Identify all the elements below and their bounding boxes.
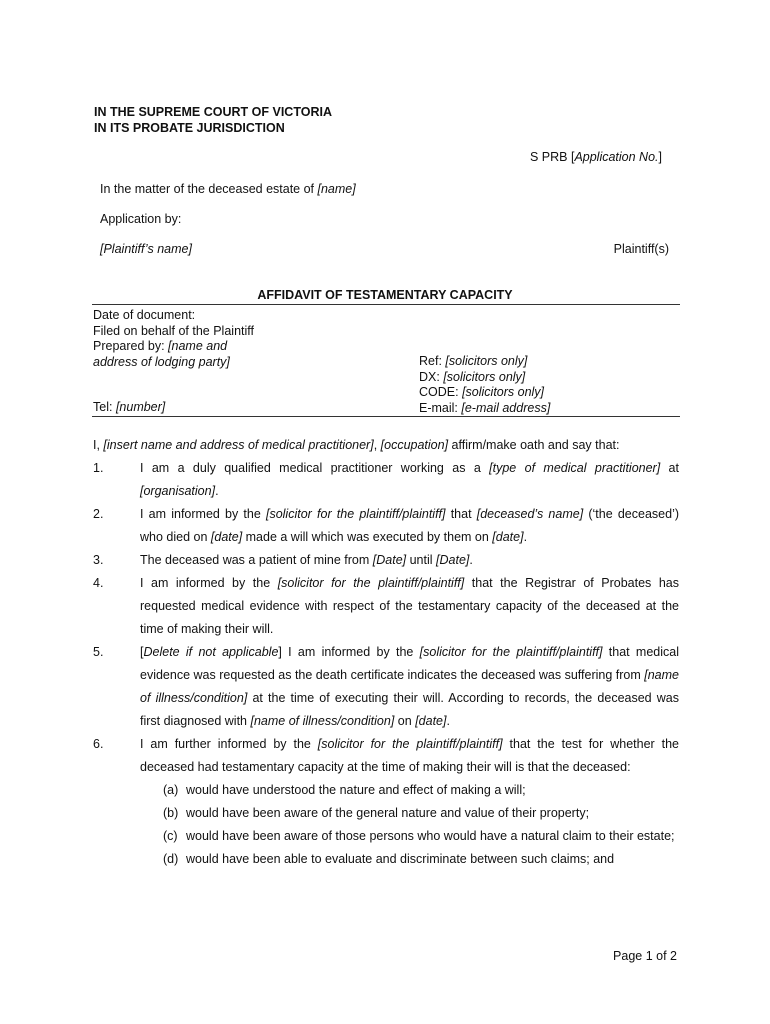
filed-on-behalf: Filed on behalf of the Plaintiff bbox=[93, 323, 254, 338]
paragraph-text bbox=[140, 457, 679, 503]
application-placeholder: Application No. bbox=[574, 150, 659, 164]
plaintiff-name-placeholder: [Plaintiff’s name] bbox=[100, 242, 192, 256]
code-label: CODE: bbox=[419, 385, 463, 399]
paragraph-1 bbox=[93, 457, 679, 503]
paragraph-segment: at bbox=[660, 461, 679, 475]
paragraph-number: 5. bbox=[93, 645, 104, 659]
numbered-paragraphs bbox=[93, 457, 679, 779]
placeholder-text: Delete if not applicable bbox=[143, 645, 279, 659]
prepared-by bbox=[93, 339, 254, 355]
prepared-value-2: address of lodging party] bbox=[93, 354, 230, 369]
tel-value: [number] bbox=[115, 400, 166, 414]
paragraph-segment: . bbox=[215, 484, 219, 498]
divider-bottom bbox=[92, 416, 680, 417]
prepared-value-1: [name and bbox=[168, 339, 228, 353]
intro-placeholder-occupation: [occupation] bbox=[380, 438, 449, 452]
application-suffix: ] bbox=[658, 150, 662, 164]
placeholder-text: [name of illness/condition] bbox=[140, 668, 679, 705]
intro-placeholder-practitioner: [insert name and address of medical practitioner] bbox=[103, 438, 374, 452]
plaintiff-label: Plaintiff(s) bbox=[613, 242, 669, 256]
placeholder-text: [Date] bbox=[372, 553, 407, 567]
court-line-1: IN THE SUPREME COURT OF VICTORIA bbox=[94, 105, 332, 119]
affidavit-body bbox=[93, 434, 679, 871]
paragraph-segment: (‘the deceased’) who died on bbox=[140, 507, 680, 544]
prepared-label: Prepared by: bbox=[93, 339, 169, 353]
paragraph-segment: I am informed by the bbox=[140, 507, 266, 521]
item-label: (c) bbox=[163, 829, 178, 843]
intro-text-2: , bbox=[373, 438, 381, 452]
item-text: would have understood the nature and effect of making a will; bbox=[186, 783, 526, 797]
code-value: [solicitors only] bbox=[462, 385, 545, 399]
divider-top bbox=[92, 304, 680, 305]
paragraph-2 bbox=[93, 503, 679, 549]
placeholder-text: [solicitor for the plaintiff/plaintiff] bbox=[277, 576, 465, 590]
item-text: would have been aware of the general nature and value of their property; bbox=[186, 806, 590, 820]
court-line-2: IN ITS PROBATE JURISDICTION bbox=[94, 121, 285, 135]
placeholder-text: [organisation] bbox=[140, 484, 216, 498]
paragraph-3 bbox=[93, 549, 679, 572]
paragraph-text bbox=[140, 641, 679, 733]
application-number bbox=[530, 150, 662, 164]
ref-label: Ref: bbox=[419, 354, 446, 368]
paragraph-text bbox=[140, 733, 679, 779]
matter-name-placeholder: [name] bbox=[317, 182, 356, 196]
paragraph-number: 2. bbox=[93, 507, 104, 521]
application-prefix: S PRB [ bbox=[529, 150, 575, 164]
item-label: (a) bbox=[163, 783, 179, 797]
paragraph-segment: . bbox=[523, 530, 528, 544]
paragraph-text bbox=[140, 549, 679, 572]
paragraph-text bbox=[140, 572, 679, 641]
document-meta-left bbox=[93, 308, 254, 370]
paragraph-segment: [ bbox=[140, 645, 144, 659]
email-value: [e-mail address] bbox=[461, 400, 551, 415]
page-number: Page 1 of 2 bbox=[613, 949, 677, 963]
tel-label: Tel: bbox=[93, 400, 116, 414]
matter-line bbox=[100, 182, 356, 196]
paragraph-segment: . bbox=[446, 714, 450, 728]
placeholder-text: [name of illness/condition] bbox=[250, 714, 395, 728]
paragraph-segment: I am a duly qualified medical practitioner working as a bbox=[140, 461, 490, 475]
paragraph-6 bbox=[93, 733, 679, 779]
intro-text-3: affirm/make oath and say that: bbox=[448, 438, 620, 452]
capacity-test-item bbox=[93, 825, 679, 848]
paragraph-segment: at the time of executing their will. According to records, the deceased was first diagnosed with bbox=[140, 691, 679, 728]
paragraph-4 bbox=[93, 572, 679, 641]
intro-text-1: I, bbox=[93, 438, 104, 452]
code-line bbox=[419, 385, 550, 401]
paragraph-segment: made a will which was executed by them on bbox=[242, 530, 493, 544]
paragraph-5 bbox=[93, 641, 679, 733]
capacity-test-list bbox=[93, 779, 679, 871]
ref-line bbox=[419, 354, 550, 370]
item-label: (b) bbox=[163, 806, 179, 820]
placeholder-text: [solicitor for the plaintiff/plaintiff] bbox=[265, 507, 446, 521]
capacity-test-item bbox=[93, 779, 679, 802]
intro-paragraph bbox=[93, 434, 679, 457]
dx-label: DX: bbox=[419, 369, 444, 384]
paragraph-number: 1. bbox=[93, 461, 104, 475]
ref-value: [solicitors only] bbox=[445, 354, 528, 368]
paragraph-number: 6. bbox=[93, 737, 104, 751]
paragraph-text bbox=[140, 503, 679, 549]
document-title: AFFIDAVIT OF TESTAMENTARY CAPACITY bbox=[257, 288, 513, 302]
placeholder-text: [solicitor for the plaintiff/plaintiff] bbox=[317, 737, 503, 751]
capacity-test-item bbox=[93, 802, 679, 825]
paragraph-segment: that the Registrar of Probates has requested medical evidence with respect of the testamentary capacity of the deceased at the time of making their will. bbox=[140, 576, 679, 636]
email-label: E-mail: bbox=[419, 400, 462, 415]
dx-line bbox=[419, 370, 550, 386]
item-text: would have been aware of those persons who would have a natural claim to their estate; bbox=[186, 829, 675, 843]
capacity-test-item bbox=[93, 848, 679, 871]
paragraph-segment: until bbox=[406, 553, 437, 567]
court-heading bbox=[94, 104, 332, 136]
prepared-by-cont bbox=[93, 355, 254, 371]
paragraph-segment: ] I am informed by the bbox=[278, 645, 420, 659]
item-text: would have been able to evaluate and discriminate between such claims; and bbox=[186, 852, 615, 866]
paragraph-segment: on bbox=[394, 714, 416, 728]
paragraph-number: 3. bbox=[93, 553, 104, 567]
paragraph-segment: that medical evidence was requested as the death certificate indicates the deceased was suffering from bbox=[140, 645, 679, 682]
placeholder-text: [type of medical practitioner] bbox=[489, 461, 661, 475]
placeholder-text: [date] bbox=[210, 530, 243, 544]
dx-value: [solicitors only] bbox=[443, 369, 526, 384]
paragraph-segment: that bbox=[445, 507, 477, 521]
placeholder-text: [date] bbox=[492, 530, 524, 544]
date-of-document: Date of document: bbox=[93, 308, 196, 322]
placeholder-text: [date] bbox=[415, 714, 447, 728]
paragraph-segment: I am further informed by the bbox=[140, 737, 318, 751]
paragraph-segment: The deceased was a patient of mine from bbox=[140, 553, 373, 567]
matter-prefix: In the matter of the deceased estate of bbox=[100, 182, 318, 196]
email-line bbox=[419, 401, 550, 417]
paragraph-segment: I am informed by the bbox=[140, 576, 278, 590]
placeholder-text: [Date] bbox=[436, 553, 470, 567]
item-label: (d) bbox=[163, 852, 179, 866]
paragraph-segment: that the test for whether the deceased had testamentary capacity at the time of making their will is that the deceased: bbox=[140, 737, 679, 774]
document-meta-right bbox=[419, 354, 550, 416]
paragraph-segment: . bbox=[469, 553, 473, 567]
application-by: Application by: bbox=[100, 212, 182, 226]
telephone bbox=[93, 400, 165, 414]
placeholder-text: [solicitor for the plaintiff/plaintiff] bbox=[419, 645, 603, 659]
paragraph-number: 4. bbox=[93, 576, 104, 590]
placeholder-text: [deceased’s name] bbox=[476, 507, 584, 521]
